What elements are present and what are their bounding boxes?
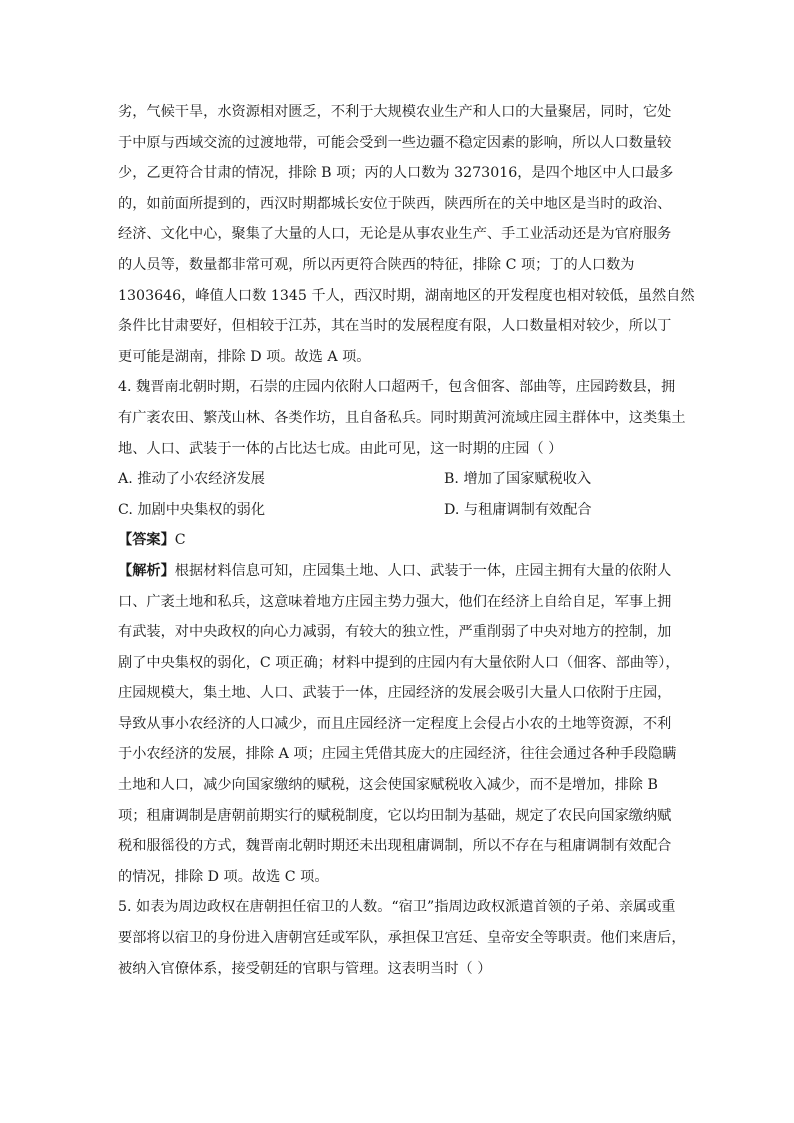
analysis-text: 根据材料信息可知，庄园集土地、人口、武装于一体，庄园主拥有大量的依附人: [174, 562, 672, 579]
question-stem-line: 要部将以宿卫的身份进入唐朝宫廷或军队，承担保卫宫廷、皇帝安全等职责。他们来唐后，: [118, 930, 686, 947]
analysis-line: 导致从事小农经济的人口减少，而且庄园经济一定程度上会侵占小农的土地等资源，不利: [118, 715, 672, 732]
text-line: 更可能是湖南，排除 D 项。故选 A 项。: [118, 348, 371, 365]
analysis-line: 税和服徭役的方式，魏晋南北朝时期还未出现租庸调制，所以不存在与租庸调制有效配合: [118, 838, 672, 855]
answer-line: [118, 525, 684, 556]
text-line: 的，如前面所提到的，西汉时期都城长安位于陕西，陕西所在的关中地区是当时的政治、: [118, 195, 672, 212]
question-stem-line: 地、人口、武装于一体的占比达七成。由此可见，这一时期的庄园（ ）: [118, 440, 563, 457]
text-line: 的人员等，数量都非常可观，所以丙更符合陕西的特征，排除 C 项；丁的人口数为: [118, 256, 635, 273]
option-d: D. 与租庸调制有效配合: [444, 501, 592, 518]
analysis-line: 庄园规模大，集土地、人口、武装于一体，庄园经济的发展会吸引大量人口依附于庄园，: [118, 685, 672, 702]
analysis-line: 的情况，排除 D 项。故选 C 项。: [118, 868, 329, 885]
text-line: 1303646，峰值人口数 1345 千人，西汉时期，湖南地区的开发程度也相对较低，虽然自然: [118, 287, 695, 304]
analysis-line: 有武装，对中央政权的向心力减弱，有较大的独立性，严重削弱了中央对地方的控制，加: [118, 624, 672, 641]
analysis-first-line: [118, 556, 684, 587]
question-stem-line: 被纳入官僚体系，接受朝廷的官职与管理。这表明当时（ ）: [118, 960, 492, 977]
document-page: [118, 97, 695, 984]
option-c: C. 加剧中央集权的弱化: [118, 501, 266, 518]
text-line: 于中原与西域交流的过渡地带，可能会受到一些边疆不稳定因素的影响，所以人口数量较: [118, 134, 672, 151]
answer-label: 【答案】: [118, 532, 175, 549]
options-row-ab: [118, 464, 684, 495]
answer-value: C: [174, 532, 186, 549]
analysis-line: 项；租庸调制是唐朝前期实行的赋税制度，它以均田制为基础，规定了农民向国家缴纳赋: [118, 807, 672, 824]
analysis-line: 土地和人口，减少向国家缴纳的赋税，这会使国家赋税收入减少，而不是增加，排除 B: [118, 777, 658, 794]
option-a: A. 推动了小农经济发展: [118, 471, 265, 488]
analysis-line: 剧了中央集权的弱化，C 项正确；材料中提到的庄园内有大量依附人口（佃客、部曲等），: [118, 654, 680, 671]
text-line: 条件比甘肃要好，但相较于江苏，其在当时的发展程度有限，人口数量相对较少，所以丁: [118, 318, 672, 335]
question-stem-line: 有广袤农田、繁茂山林、各类作坊，且自备私兵。同时期黄河流域庄园主群体中，这类集土: [118, 409, 686, 426]
analysis-line: 口、广袤土地和私兵，这意味着地方庄园主势力强大，他们在经济上自给自足，军事上拥: [118, 593, 672, 610]
analysis-label: 【解析】: [118, 562, 175, 579]
question-stem-line: 5. 如表为周边政权在唐朝担任宿卫的人数。“宿卫”指周边政权派遣首领的子弟、亲属或重: [118, 899, 676, 916]
options-row-cd: [118, 495, 684, 526]
previous-analysis-continuation: [118, 97, 695, 372]
text-line: 少，乙更符合甘肃的情况，排除 B 项；丙的人口数为 3273016，是四个地区中人口最多: [118, 165, 674, 182]
text-line: 经济、文化中心，聚集了大量的人口，无论是从事农业生产、手工业活动还是为官府服务: [118, 226, 672, 243]
text-line: 劣，气候干旱，水资源相对匮乏，不利于大规模农业生产和人口的大量聚居，同时，它处: [118, 104, 672, 120]
question-5: [118, 892, 684, 984]
question-4: [118, 372, 684, 892]
option-b: B. 增加了国家赋税收入: [444, 471, 592, 488]
analysis-line: 于小农经济的发展，排除 A 项；庄园主凭借其庞大的庄园经济，往往会通过各种手段隐瞒: [118, 746, 677, 763]
question-stem-line: 4. 魏晋南北朝时期，石崇的庄园内依附人口超两千，包含佃客、部曲等，庄园跨数县，拥: [118, 379, 676, 396]
